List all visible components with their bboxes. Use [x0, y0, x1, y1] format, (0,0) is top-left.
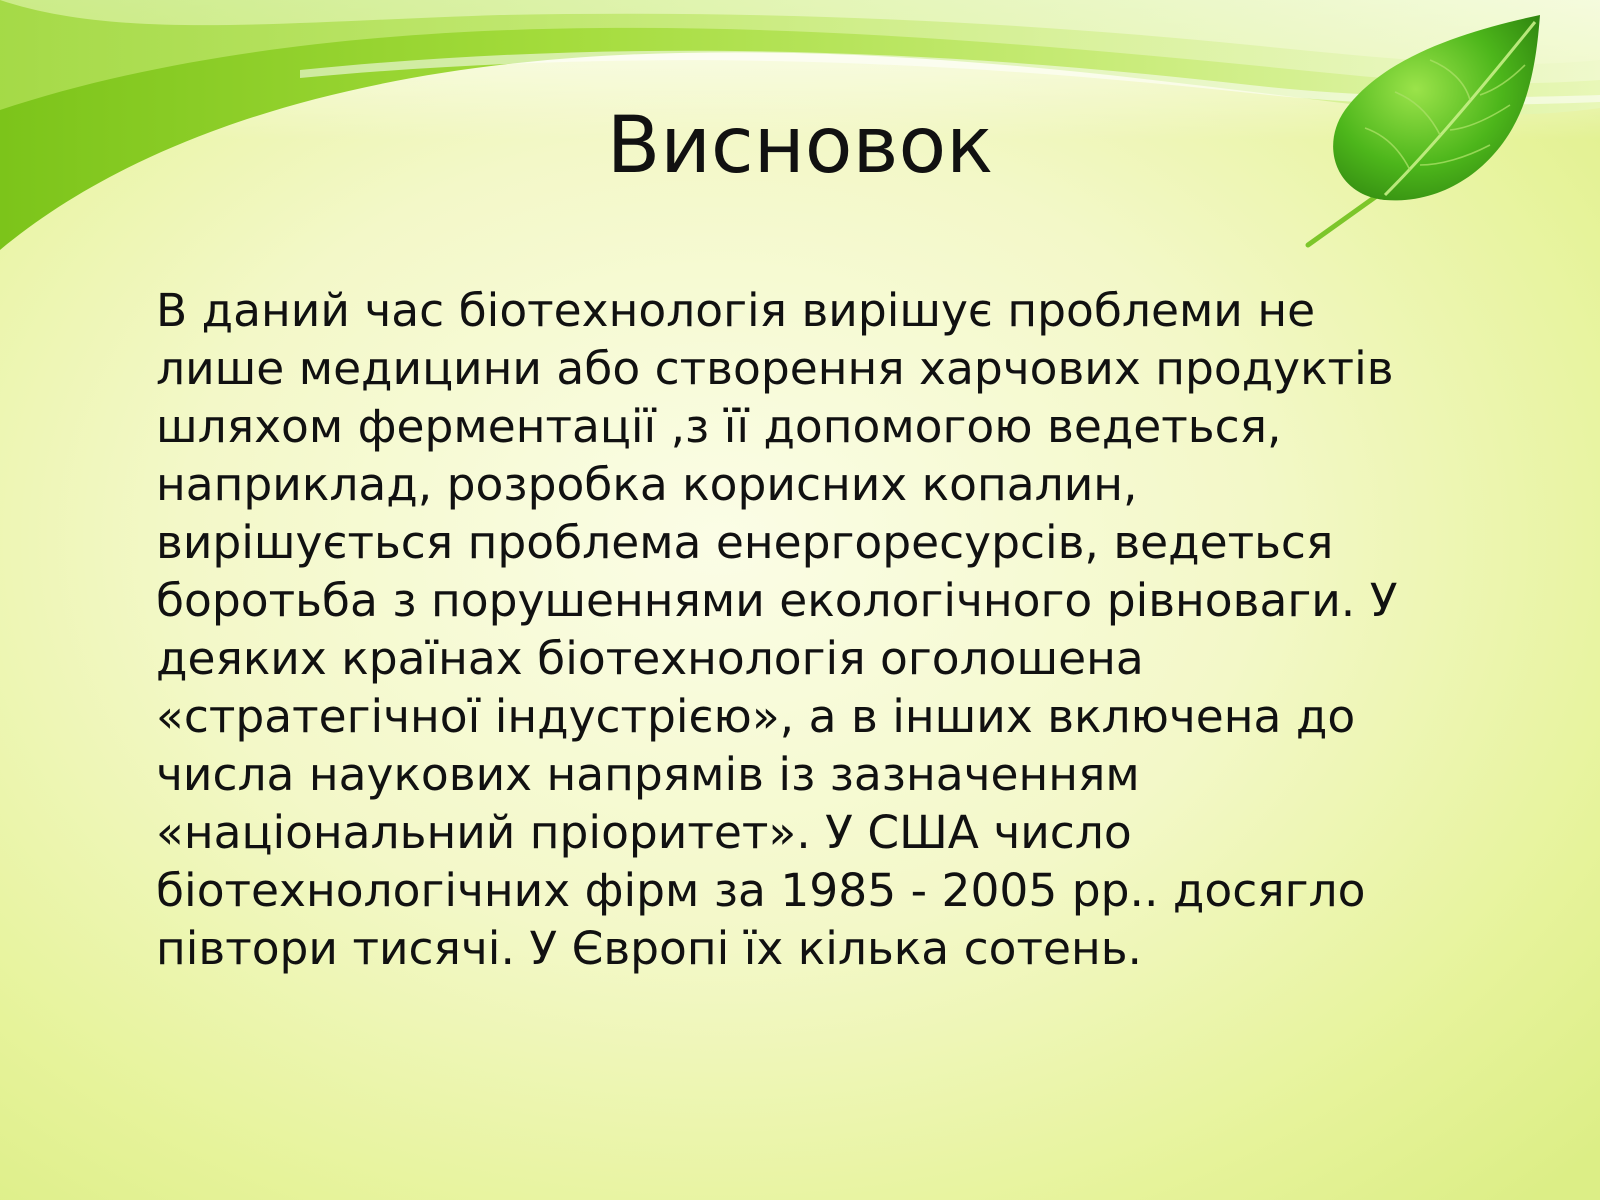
body-line: наприклад, розробка корисних копалин, — [156, 458, 1138, 511]
body-line: лише медицини або створення харчових продуктів — [156, 342, 1394, 395]
slide-body — [156, 282, 1496, 978]
body-line: деяких країнах біотехнологія оголошена — [156, 632, 1144, 685]
body-line: числа наукових напрямів із зазначенням — [156, 748, 1140, 801]
body-line: біотехнологічних фірм за 1985 - 2005 рр.. досягло — [156, 864, 1366, 917]
body-line: боротьба з порушеннями екологічного рівноваги. У — [156, 574, 1398, 627]
body-line: В даний час біотехнологія вирішує проблеми не — [156, 284, 1316, 337]
body-line: півтори тисячі. У Європі їх кілька сотень. — [156, 922, 1142, 975]
body-line: «національний пріоритет». У США число — [156, 806, 1132, 859]
body-line: вирішується проблема енергоресурсів, ведеться — [156, 516, 1334, 569]
body-line: шляхом ферментації ,з її допомогою ведеться, — [156, 400, 1282, 453]
body-line: «стратегічної індустрією», а в інших включена до — [156, 690, 1356, 743]
slide-title: Висновок — [606, 101, 994, 191]
